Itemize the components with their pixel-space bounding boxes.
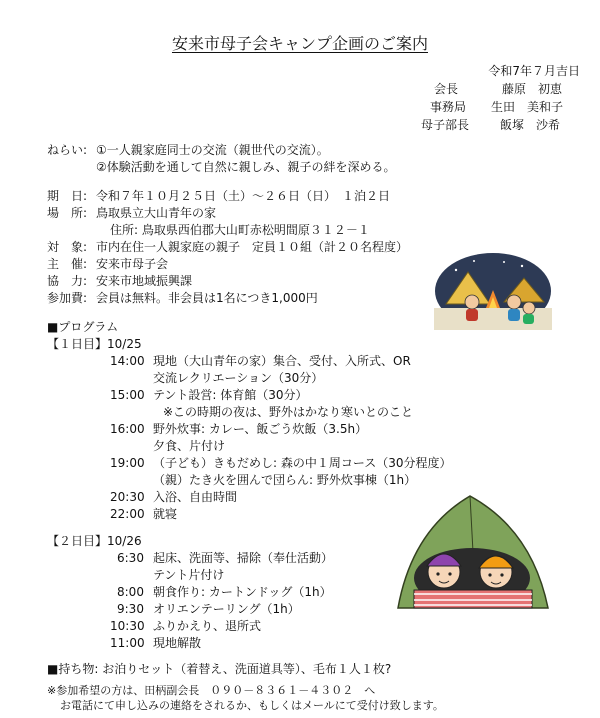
schedule-time: 20:30: [110, 490, 145, 504]
schedule-text: 朝食作り: カートンドッグ（1h）: [153, 585, 332, 599]
detail-value: 住所: 鳥取県西伯郡大山町赤松明間原３１２－１: [110, 223, 370, 237]
detail-value: 安来市地域振興課: [96, 274, 193, 288]
schedule-text: 起床、洗面等、掃除（奉仕活動）: [153, 551, 334, 565]
note-line: ※参加希望の方は、田柄副会長 ０９０－８３６１－４３０２ へ: [47, 684, 376, 697]
schedule-time: 11:00: [110, 636, 145, 650]
page-title: 安来市母子会キャンプ企画のご案内: [171, 34, 428, 53]
schedule-time: 19:00: [110, 456, 145, 470]
schedule-time: 22:00: [110, 507, 145, 521]
campfire-illustration: [434, 252, 552, 330]
schedule-text: ふりかえり、退所式: [153, 619, 262, 633]
schedule-text: 現地解散: [153, 636, 202, 650]
tent-illustration: [392, 490, 554, 618]
aims-label: ねらい:: [47, 143, 88, 157]
detail-label: 参加費:: [47, 291, 88, 305]
schedule-text: （子ども）きもだめし: 森の中１周コース（30分程度）: [153, 456, 452, 470]
schedule-time: 14:00: [110, 354, 145, 368]
schedule-text: 夕食、片付け: [153, 439, 226, 453]
note-line: お電話にて申し込みの連絡をされるか、もしくはメールにて受付け致します。: [60, 699, 444, 712]
detail-label: 協 力:: [47, 274, 88, 288]
schedule-time: 9:30: [117, 602, 144, 616]
aims-line: ②体験活動を通して自然に親しみ、親子の絆を深める。: [96, 160, 396, 174]
schedule-text: 入浴、自由時間: [153, 490, 238, 504]
aims-line: ①一人親家庭同士の交流（親世代の交流）。: [96, 143, 329, 157]
officer-name: 生田 美和子: [491, 100, 564, 114]
schedule-time: 8:00: [117, 585, 144, 599]
program-heading: ■プログラム: [47, 320, 119, 334]
officer-name: 藤原 初恵: [502, 82, 563, 96]
schedule-time: 15:00: [110, 388, 145, 402]
schedule-text: 交流レクリエーション（30分）: [153, 371, 324, 385]
detail-label: 対 象:: [47, 240, 88, 254]
schedule-text: オリエンテーリング（1h）: [153, 602, 300, 616]
officer-role: 事務局: [430, 100, 467, 114]
detail-value: 令和７年１０月２５日（土）～２６日（日） １泊２日: [96, 189, 391, 203]
detail-value: 安来市母子会: [96, 257, 169, 271]
officer-role: 母子部長: [421, 118, 470, 132]
detail-value: 市内在住一人親家庭の親子 定員１０組（計２０名程度）: [96, 240, 409, 254]
day1-label: 【１日目】10/25: [47, 337, 142, 351]
officer-name: 飯塚 沙希: [500, 118, 561, 132]
schedule-time: 10:30: [110, 619, 145, 633]
schedule-time: 16:00: [110, 422, 145, 436]
detail-label: 主 催:: [47, 257, 88, 271]
schedule-text: テント設営: 体育館（30分）: [153, 388, 308, 402]
schedule-text: 野外炊事: カレー、飯ごう炊飯（3.5h）: [153, 422, 368, 436]
day2-label: 【２日目】10/26: [47, 534, 142, 548]
schedule-text: 就寝: [153, 507, 178, 521]
schedule-text: テント片付け: [153, 568, 225, 582]
officer-role: 会長: [434, 82, 459, 96]
belongings: ■持ち物: お泊りセット（着替え、洗面道具等）、毛布１人１枚?: [47, 662, 392, 676]
schedule-text: （親）たき火を囲んで団らん: 野外炊事棟（1h）: [153, 473, 417, 487]
detail-label: 場 所:: [47, 206, 88, 220]
issue-date: 令和7年７月吉日: [488, 64, 580, 78]
detail-value: 鳥取県立大山青年の家: [96, 206, 217, 220]
detail-label: 期 日:: [47, 189, 88, 203]
detail-value: 会員は無料。非会員は1名につき1,000円: [96, 291, 318, 305]
schedule-text: 現地（大山青年の家）集合、受付、入所式、OR: [153, 354, 411, 368]
schedule-note: ※この時期の夜は、野外はかなり寒いとのこと: [163, 405, 414, 419]
schedule-time: 6:30: [117, 551, 144, 565]
